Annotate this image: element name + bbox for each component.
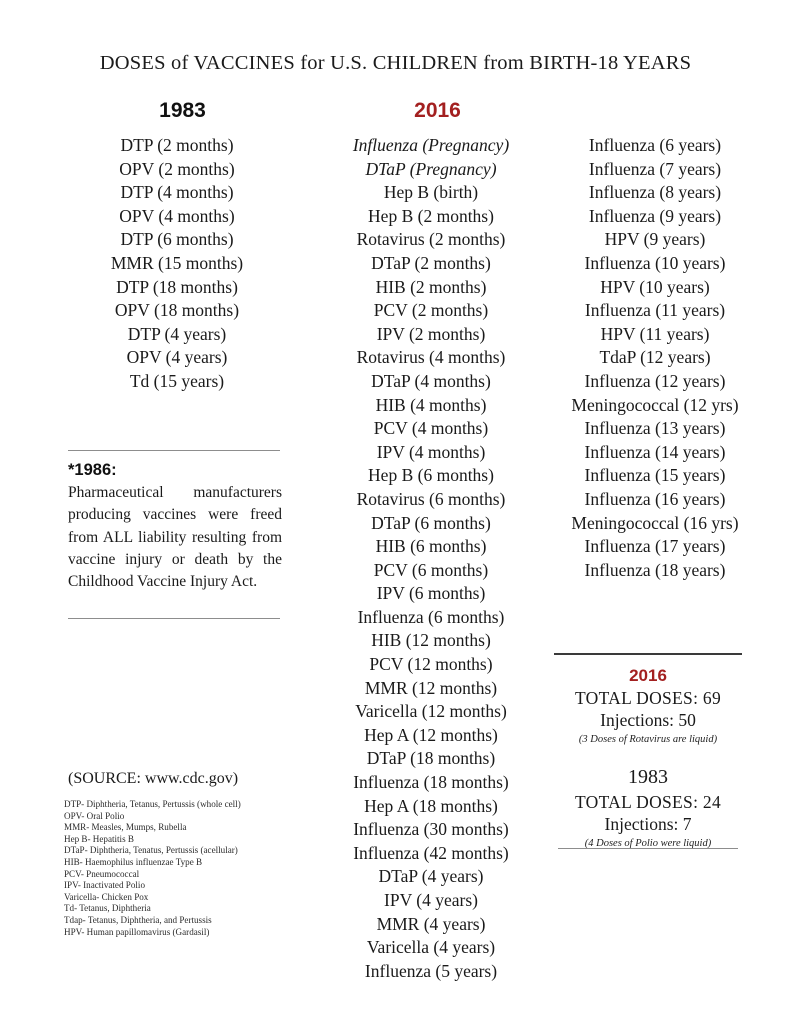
dose-list-item: Hep B (6 months) <box>368 465 494 486</box>
dose-list-item: PCV (4 months) <box>373 418 489 439</box>
totals-doses-1983: TOTAL DOSES: 24 <box>574 792 722 812</box>
dose-list-item: Hep A (18 months) <box>364 795 498 816</box>
totals-year-2016: 2016 <box>629 666 667 685</box>
dose-list-item: HPV (10 years) <box>600 276 710 297</box>
legend-item: MMR- Measles, Mumps, Rubella <box>64 822 187 833</box>
divider-note-top <box>68 450 280 451</box>
column-header-2016: 2016 <box>414 99 461 122</box>
dose-list-item: Influenza (5 years) <box>364 960 498 981</box>
dose-list-item: IPV (6 months) <box>376 583 486 604</box>
dose-list-item: HPV (11 years) <box>600 323 710 344</box>
totals-block-1983 <box>551 764 745 851</box>
divider-totals-bottom <box>558 848 738 849</box>
legend-item: Varicella- Chicken Pox <box>64 891 149 902</box>
dose-list-item: Influenza (Pregnancy) <box>352 135 510 155</box>
dose-list-item: IPV (4 months) <box>376 441 486 462</box>
dose-list-item: Hep B (birth) <box>383 182 479 203</box>
dose-list-item: DTaP (4 years) <box>378 866 484 887</box>
legend-item: HPV- Human papillomavirus (Gardasil) <box>64 926 210 937</box>
dose-list-item: IPV (2 months) <box>376 323 486 344</box>
dose-list-item: Meningococcal (16 yrs) <box>571 512 739 533</box>
legend-item: Td- Tetanus, Diphtheria <box>64 903 151 914</box>
dose-list-item: DTP (4 months) <box>120 182 234 203</box>
dose-list-item: OPV (4 years) <box>126 347 228 368</box>
totals-doses-2016: TOTAL DOSES: 69 <box>574 688 722 708</box>
dose-list-item: Influenza (42 months) <box>353 842 509 863</box>
dose-list-item: DTaP (6 months) <box>371 512 491 533</box>
dose-list-item: Influenza (6 years) <box>588 135 722 155</box>
dose-list-item: MMR (4 years) <box>376 913 486 934</box>
dose-list-item: Influenza (16 years) <box>584 488 726 509</box>
dose-list-item: MMR (15 months) <box>110 252 244 273</box>
dose-list-item: OPV (2 months) <box>119 158 235 179</box>
dose-list-item: Influenza (8 years) <box>588 182 722 203</box>
dose-list-item: Td (15 years) <box>129 370 225 391</box>
dose-list-item: PCV (6 months) <box>373 559 489 580</box>
dose-list-item: Rotavirus (4 months) <box>356 347 506 368</box>
dose-list-item: Varicella (4 years) <box>366 937 496 958</box>
dose-list-2016-secondary <box>551 134 759 582</box>
dose-list-item: DTP (6 months) <box>120 229 234 250</box>
dose-list-item: Rotavirus (6 months) <box>356 488 506 509</box>
legend-item: DTaP- Diphtheria, Tenatus, Pertussis (acellular) <box>64 845 238 856</box>
dose-list-item: PCV (2 months) <box>373 300 489 321</box>
dose-list-item: DTaP (18 months) <box>366 748 496 769</box>
legend-item: IPV- Inactivated Polio <box>64 880 145 891</box>
dose-list-item: DTP (4 years) <box>127 323 227 344</box>
dose-list-item: Influenza (15 years) <box>584 465 726 486</box>
divider-note-bottom <box>68 618 280 619</box>
dose-list-item: HIB (2 months) <box>375 276 487 297</box>
dose-list-item: TdaP (12 years) <box>599 347 711 368</box>
dose-list-item: Influenza (10 years) <box>584 252 726 273</box>
dose-list-item: HIB (12 months) <box>371 630 491 651</box>
dose-list-item: Influenza (18 months) <box>353 772 509 793</box>
dose-list-item: Meningococcal (12 yrs) <box>571 394 739 415</box>
dose-list-item: Influenza (30 months) <box>353 819 509 840</box>
dose-list-2016-primary <box>312 134 550 983</box>
abbreviation-legend <box>64 799 314 938</box>
dose-list-1983 <box>62 134 292 394</box>
dose-list-item: Hep B (2 months) <box>368 205 494 226</box>
dose-list-item: Varicella (12 months) <box>355 701 507 722</box>
totals-block-2016 <box>551 665 745 747</box>
totals-year-1983: 1983 <box>628 766 668 788</box>
dose-list-item: Influenza (17 years) <box>584 536 726 557</box>
dose-list-item: HIB (6 months) <box>375 536 487 557</box>
dose-list-item: Influenza (18 years) <box>584 559 726 580</box>
legend-item: Hep B- Hepatitis B <box>64 833 134 844</box>
dose-list-item: DTaP (4 months) <box>371 370 491 391</box>
totals-summary <box>551 665 745 855</box>
dose-list-item: Influenza (7 years) <box>588 158 722 179</box>
divider-totals-top <box>554 653 742 655</box>
totals-note-1983: (4 Doses of Polio were liquid) <box>584 838 712 849</box>
dose-list-item: Influenza (6 months) <box>357 606 505 627</box>
dose-list-item: Rotavirus (2 months) <box>356 229 506 250</box>
totals-injections-1983: Injections: 7 <box>604 814 692 834</box>
dose-list-item: DTaP (Pregnancy) <box>365 158 497 179</box>
dose-list-item: PCV (12 months) <box>369 654 493 675</box>
dose-list-item: DTP (18 months) <box>116 276 238 297</box>
dose-list-item: Influenza (9 years) <box>588 205 722 226</box>
dose-list-item: Hep A (12 months) <box>364 724 498 745</box>
dose-list-item: Influenza (11 years) <box>584 300 726 321</box>
note-1986-body: Pharmaceutical manufacturers producing vaccines were freed from ALL liability resulting from vaccine injury or death by the Childhood Vaccine Injury Act. <box>68 484 282 591</box>
dose-list-item: DTP (2 months) <box>120 135 234 155</box>
source-line: (SOURCE: www.cdc.gov) <box>68 770 239 787</box>
legend-item: HIB- Haemophilus influenzae Type B <box>64 856 203 867</box>
note-1986-heading: *1986: <box>68 461 117 479</box>
dose-list-item: HIB (4 months) <box>375 394 487 415</box>
dose-list-item: DTaP (2 months) <box>371 252 491 273</box>
dose-list-item: HPV (9 years) <box>604 229 706 250</box>
legend-item: Tdap- Tetanus, Diphtheria, and Pertussis <box>64 914 212 925</box>
dose-list-item: IPV (4 years) <box>384 890 478 910</box>
legend-item: PCV- Pneumococcal <box>64 868 140 879</box>
legend-item: DTP- Diphtheria, Tetanus, Pertussis (whole cell) <box>64 799 241 809</box>
page-title: DOSES of VACCINES for U.S. CHILDREN from BIRTH-18 YEARS <box>99 52 692 74</box>
dose-list-item: Influenza (13 years) <box>584 418 726 439</box>
legend-item: OPV- Oral Polio <box>64 810 125 821</box>
dose-list-item: MMR (12 months) <box>364 677 498 698</box>
totals-spacer <box>551 751 745 764</box>
dose-list-item: OPV (4 months) <box>119 205 235 226</box>
dose-list-item: Influenza (14 years) <box>584 441 726 462</box>
totals-note-2016: (3 Doses of Rotavirus are liquid) <box>578 734 718 745</box>
note-1986 <box>68 459 282 593</box>
dose-list-item: OPV (18 months) <box>114 300 240 321</box>
dose-list-item: Influenza (12 years) <box>584 370 726 391</box>
totals-injections-2016: Injections: 50 <box>600 710 696 730</box>
column-header-1983: 1983 <box>159 99 206 122</box>
